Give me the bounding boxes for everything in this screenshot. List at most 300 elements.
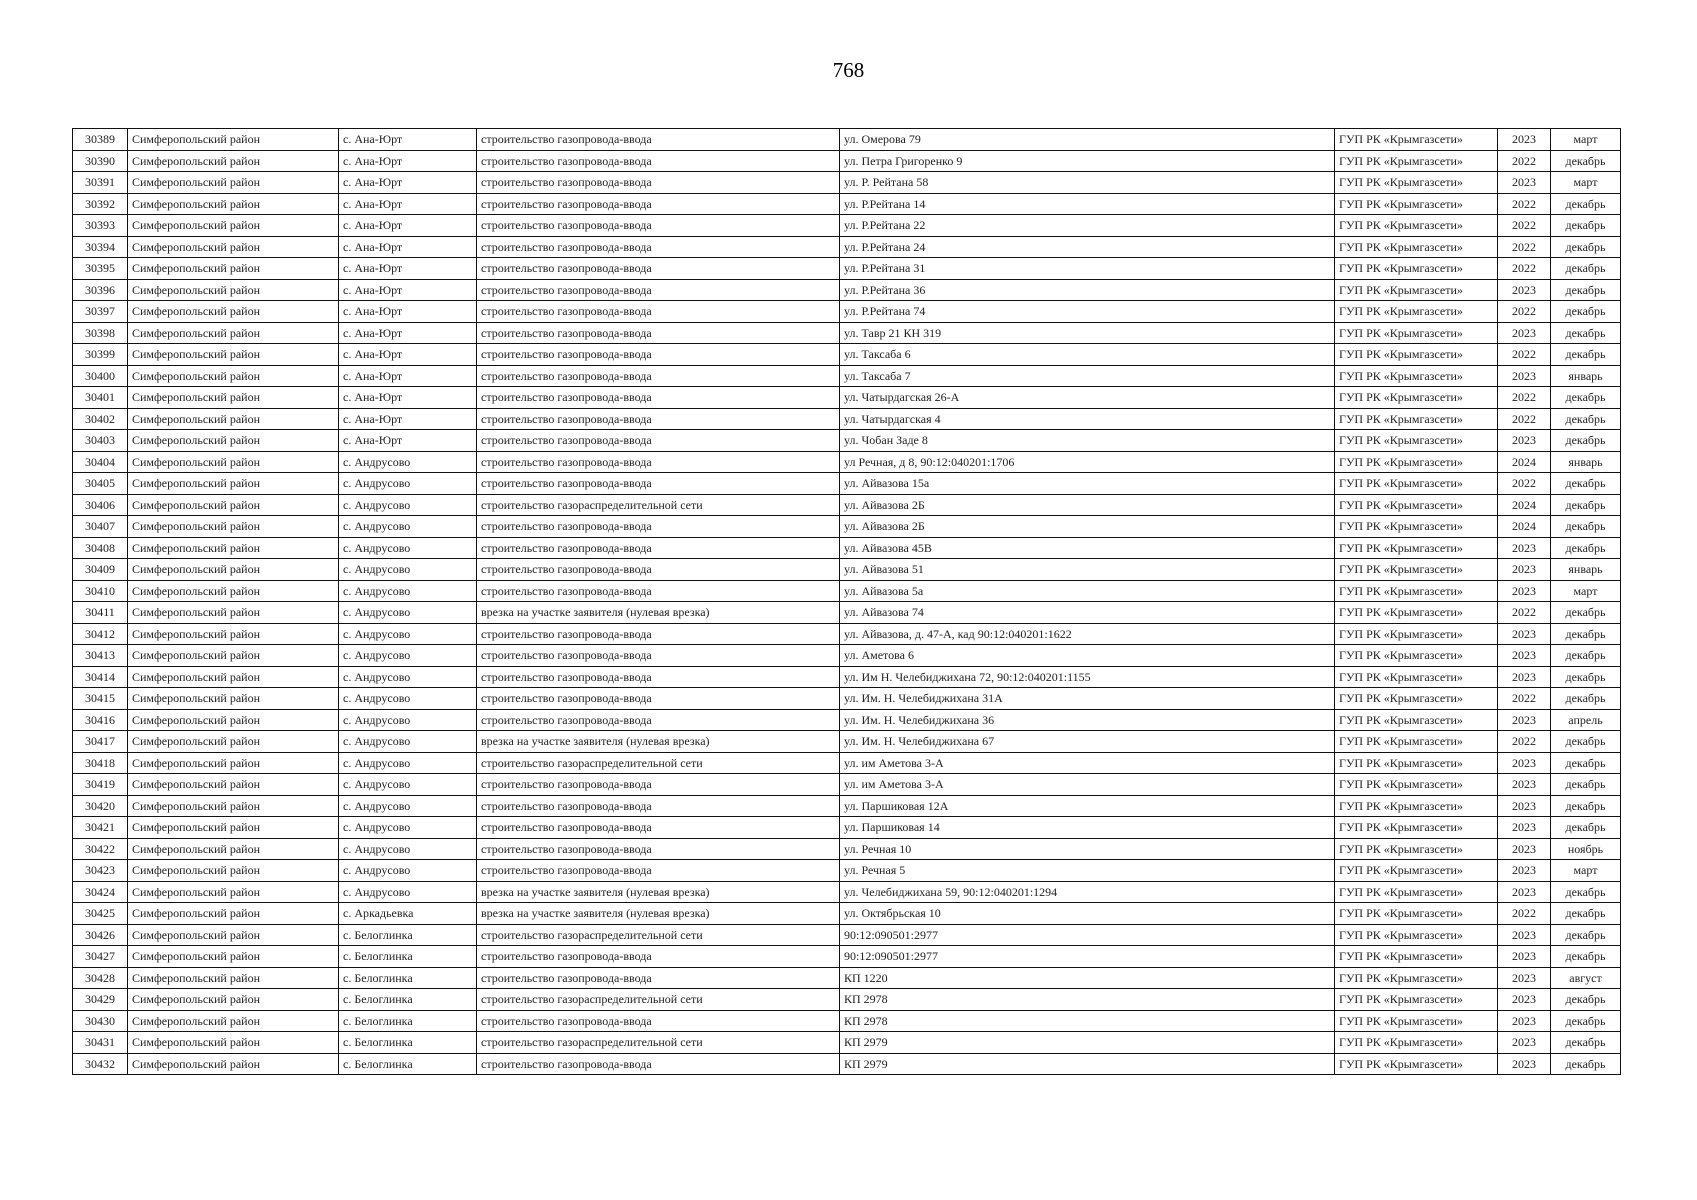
month-cell: декабрь	[1551, 408, 1621, 430]
district-cell: Симферопольский район	[128, 215, 339, 237]
locality-cell: с. Андрусово	[339, 774, 477, 796]
row-number-cell: 30411	[73, 602, 128, 624]
locality-cell: с. Андрусово	[339, 559, 477, 581]
locality-cell: с. Андрусово	[339, 752, 477, 774]
row-number-cell: 30407	[73, 516, 128, 538]
district-cell: Симферопольский район	[128, 903, 339, 925]
locality-cell: с. Ана-Юрт	[339, 129, 477, 151]
year-cell: 2022	[1498, 903, 1551, 925]
row-number-cell: 30412	[73, 623, 128, 645]
month-cell: декабрь	[1551, 387, 1621, 409]
table-row	[73, 838, 1621, 860]
row-number-cell: 30397	[73, 301, 128, 323]
address-cell: ул. Р.Рейтана 22	[840, 215, 1335, 237]
district-cell: Симферопольский район	[128, 989, 339, 1011]
address-cell: ул. Р.Рейтана 24	[840, 236, 1335, 258]
district-cell: Симферопольский район	[128, 817, 339, 839]
locality-cell: с. Ана-Юрт	[339, 236, 477, 258]
organization-cell: ГУП РК «Крымгазсети»	[1335, 752, 1498, 774]
month-cell: декабрь	[1551, 430, 1621, 452]
locality-cell: с. Андрусово	[339, 645, 477, 667]
month-cell: декабрь	[1551, 623, 1621, 645]
work-type-cell: строительство газопровода-ввода	[477, 322, 840, 344]
table-row	[73, 817, 1621, 839]
address-cell: ул. Таксаба 7	[840, 365, 1335, 387]
row-number-cell: 30420	[73, 795, 128, 817]
district-cell: Симферопольский район	[128, 559, 339, 581]
month-cell: декабрь	[1551, 731, 1621, 753]
organization-cell: ГУП РК «Крымгазсети»	[1335, 838, 1498, 860]
row-number-cell: 30408	[73, 537, 128, 559]
address-cell: ул. Тавр 21 КН 319	[840, 322, 1335, 344]
month-cell: декабрь	[1551, 666, 1621, 688]
organization-cell: ГУП РК «Крымгазсети»	[1335, 193, 1498, 215]
locality-cell: с. Андрусово	[339, 473, 477, 495]
locality-cell: с. Белоглинка	[339, 989, 477, 1011]
month-cell: декабрь	[1551, 924, 1621, 946]
work-type-cell: строительство газопровода-ввода	[477, 623, 840, 645]
district-cell: Симферопольский район	[128, 387, 339, 409]
year-cell: 2023	[1498, 172, 1551, 194]
month-cell: декабрь	[1551, 494, 1621, 516]
address-cell: ул. Им. Н. Челебиджихана 31А	[840, 688, 1335, 710]
locality-cell: с. Ана-Юрт	[339, 387, 477, 409]
year-cell: 2022	[1498, 688, 1551, 710]
locality-cell: с. Андрусово	[339, 860, 477, 882]
locality-cell: с. Белоглинка	[339, 946, 477, 968]
table-row	[73, 881, 1621, 903]
table-row	[73, 408, 1621, 430]
address-cell: ул. Паршиковая 12А	[840, 795, 1335, 817]
work-type-cell: строительство газопровода-ввода	[477, 559, 840, 581]
year-cell: 2023	[1498, 946, 1551, 968]
district-cell: Симферопольский район	[128, 279, 339, 301]
locality-cell: с. Андрусово	[339, 623, 477, 645]
year-cell: 2022	[1498, 344, 1551, 366]
work-type-cell: строительство газопровода-ввода	[477, 645, 840, 667]
organization-cell: ГУП РК «Крымгазсети»	[1335, 258, 1498, 280]
table-row	[73, 1010, 1621, 1032]
district-cell: Симферопольский район	[128, 494, 339, 516]
organization-cell: ГУП РК «Крымгазсети»	[1335, 623, 1498, 645]
district-cell: Симферопольский район	[128, 752, 339, 774]
year-cell: 2024	[1498, 494, 1551, 516]
row-number-cell: 30406	[73, 494, 128, 516]
organization-cell: ГУП РК «Крымгазсети»	[1335, 236, 1498, 258]
year-cell: 2022	[1498, 731, 1551, 753]
organization-cell: ГУП РК «Крымгазсети»	[1335, 408, 1498, 430]
organization-cell: ГУП РК «Крымгазсети»	[1335, 881, 1498, 903]
year-cell: 2023	[1498, 924, 1551, 946]
month-cell: декабрь	[1551, 645, 1621, 667]
table-row	[73, 688, 1621, 710]
work-type-cell: врезка на участке заявителя (нулевая врезка)	[477, 602, 840, 624]
table-row	[73, 516, 1621, 538]
row-number-cell: 30393	[73, 215, 128, 237]
locality-cell: с. Белоглинка	[339, 1032, 477, 1054]
district-cell: Симферопольский район	[128, 645, 339, 667]
locality-cell: с. Андрусово	[339, 451, 477, 473]
organization-cell: ГУП РК «Крымгазсети»	[1335, 580, 1498, 602]
district-cell: Симферопольский район	[128, 236, 339, 258]
district-cell: Симферопольский район	[128, 860, 339, 882]
address-cell: 90:12:090501:2977	[840, 946, 1335, 968]
work-type-cell: строительство газораспределительной сети	[477, 924, 840, 946]
work-type-cell: врезка на участке заявителя (нулевая врезка)	[477, 731, 840, 753]
locality-cell: с. Ана-Юрт	[339, 172, 477, 194]
month-cell: апрель	[1551, 709, 1621, 731]
work-type-cell: строительство газопровода-ввода	[477, 387, 840, 409]
locality-cell: с. Ана-Юрт	[339, 301, 477, 323]
locality-cell: с. Ана-Юрт	[339, 193, 477, 215]
locality-cell: с. Белоглинка	[339, 1053, 477, 1075]
locality-cell: с. Ана-Юрт	[339, 150, 477, 172]
locality-cell: с. Андрусово	[339, 494, 477, 516]
table-row	[73, 967, 1621, 989]
address-cell: КП 2979	[840, 1032, 1335, 1054]
table-row	[73, 129, 1621, 151]
organization-cell: ГУП РК «Крымгазсети»	[1335, 795, 1498, 817]
locality-cell: с. Андрусово	[339, 817, 477, 839]
work-type-cell: строительство газораспределительной сети	[477, 494, 840, 516]
registry-table	[72, 128, 1621, 1075]
address-cell: ул. Р.Рейтана 36	[840, 279, 1335, 301]
table-row	[73, 666, 1621, 688]
row-number-cell: 30418	[73, 752, 128, 774]
table-row	[73, 344, 1621, 366]
row-number-cell: 30389	[73, 129, 128, 151]
table-row	[73, 924, 1621, 946]
work-type-cell: строительство газопровода-ввода	[477, 279, 840, 301]
table-row	[73, 430, 1621, 452]
year-cell: 2023	[1498, 967, 1551, 989]
locality-cell: с. Ана-Юрт	[339, 430, 477, 452]
row-number-cell: 30419	[73, 774, 128, 796]
table-row	[73, 236, 1621, 258]
year-cell: 2023	[1498, 795, 1551, 817]
district-cell: Симферопольский район	[128, 666, 339, 688]
month-cell: декабрь	[1551, 1053, 1621, 1075]
row-number-cell: 30422	[73, 838, 128, 860]
work-type-cell: строительство газопровода-ввода	[477, 451, 840, 473]
district-cell: Симферопольский район	[128, 838, 339, 860]
organization-cell: ГУП РК «Крымгазсети»	[1335, 967, 1498, 989]
table-row	[73, 537, 1621, 559]
work-type-cell: строительство газопровода-ввода	[477, 215, 840, 237]
locality-cell: с. Андрусово	[339, 602, 477, 624]
row-number-cell: 30415	[73, 688, 128, 710]
work-type-cell: строительство газопровода-ввода	[477, 516, 840, 538]
row-number-cell: 30391	[73, 172, 128, 194]
district-cell: Симферопольский район	[128, 688, 339, 710]
month-cell: март	[1551, 580, 1621, 602]
organization-cell: ГУП РК «Крымгазсети»	[1335, 301, 1498, 323]
year-cell: 2023	[1498, 881, 1551, 903]
table-row	[73, 279, 1621, 301]
row-number-cell: 30398	[73, 322, 128, 344]
locality-cell: с. Андрусово	[339, 709, 477, 731]
work-type-cell: строительство газопровода-ввода	[477, 258, 840, 280]
address-cell: ул. Айвазова 45В	[840, 537, 1335, 559]
address-cell: ул. Айвазова 74	[840, 602, 1335, 624]
table-row	[73, 559, 1621, 581]
row-number-cell: 30409	[73, 559, 128, 581]
address-cell: КП 2979	[840, 1053, 1335, 1075]
locality-cell: с. Аркадьевка	[339, 903, 477, 925]
row-number-cell: 30426	[73, 924, 128, 946]
year-cell: 2023	[1498, 860, 1551, 882]
address-cell: ул. Аметова 6	[840, 645, 1335, 667]
organization-cell: ГУП РК «Крымгазсети»	[1335, 430, 1498, 452]
work-type-cell: строительство газопровода-ввода	[477, 688, 840, 710]
locality-cell: с. Ана-Юрт	[339, 322, 477, 344]
district-cell: Симферопольский район	[128, 451, 339, 473]
month-cell: декабрь	[1551, 602, 1621, 624]
year-cell: 2023	[1498, 645, 1551, 667]
work-type-cell: строительство газопровода-ввода	[477, 946, 840, 968]
work-type-cell: строительство газопровода-ввода	[477, 193, 840, 215]
organization-cell: ГУП РК «Крымгазсети»	[1335, 494, 1498, 516]
row-number-cell: 30399	[73, 344, 128, 366]
work-type-cell: строительство газопровода-ввода	[477, 709, 840, 731]
year-cell: 2022	[1498, 193, 1551, 215]
row-number-cell: 30431	[73, 1032, 128, 1054]
table-row	[73, 602, 1621, 624]
row-number-cell: 30427	[73, 946, 128, 968]
locality-cell: с. Ана-Юрт	[339, 279, 477, 301]
district-cell: Симферопольский район	[128, 731, 339, 753]
table-row	[73, 731, 1621, 753]
work-type-cell: строительство газопровода-ввода	[477, 774, 840, 796]
work-type-cell: строительство газопровода-ввода	[477, 795, 840, 817]
organization-cell: ГУП РК «Крымгазсети»	[1335, 365, 1498, 387]
organization-cell: ГУП РК «Крымгазсети»	[1335, 774, 1498, 796]
table-row	[73, 322, 1621, 344]
organization-cell: ГУП РК «Крымгазсети»	[1335, 903, 1498, 925]
address-cell: ул. Омерова 79	[840, 129, 1335, 151]
year-cell: 2023	[1498, 559, 1551, 581]
row-number-cell: 30417	[73, 731, 128, 753]
row-number-cell: 30401	[73, 387, 128, 409]
district-cell: Симферопольский район	[128, 1053, 339, 1075]
organization-cell: ГУП РК «Крымгазсети»	[1335, 645, 1498, 667]
year-cell: 2023	[1498, 623, 1551, 645]
address-cell: ул. Им. Н. Челебиджихана 67	[840, 731, 1335, 753]
organization-cell: ГУП РК «Крымгазсети»	[1335, 946, 1498, 968]
row-number-cell: 30416	[73, 709, 128, 731]
address-cell: ул. Паршиковая 14	[840, 817, 1335, 839]
table-row	[73, 774, 1621, 796]
year-cell: 2023	[1498, 838, 1551, 860]
locality-cell: с. Андрусово	[339, 795, 477, 817]
month-cell: декабрь	[1551, 774, 1621, 796]
address-cell: ул. Р.Рейтана 74	[840, 301, 1335, 323]
work-type-cell: строительство газораспределительной сети	[477, 752, 840, 774]
row-number-cell: 30404	[73, 451, 128, 473]
month-cell: август	[1551, 967, 1621, 989]
table-row	[73, 365, 1621, 387]
district-cell: Симферопольский район	[128, 193, 339, 215]
table-row	[73, 903, 1621, 925]
district-cell: Симферопольский район	[128, 1010, 339, 1032]
work-type-cell: строительство газораспределительной сети	[477, 989, 840, 1011]
address-cell: ул. Айвазова 15а	[840, 473, 1335, 495]
address-cell: ул. Айвазова 2Б	[840, 494, 1335, 516]
row-number-cell: 30402	[73, 408, 128, 430]
locality-cell: с. Андрусово	[339, 731, 477, 753]
address-cell: ул. Чатырдагская 4	[840, 408, 1335, 430]
year-cell: 2022	[1498, 602, 1551, 624]
year-cell: 2022	[1498, 387, 1551, 409]
work-type-cell: строительство газопровода-ввода	[477, 408, 840, 430]
organization-cell: ГУП РК «Крымгазсети»	[1335, 860, 1498, 882]
table-row	[73, 494, 1621, 516]
address-cell: ул. Чатырдагская 26-А	[840, 387, 1335, 409]
work-type-cell: строительство газопровода-ввода	[477, 365, 840, 387]
organization-cell: ГУП РК «Крымгазсети»	[1335, 129, 1498, 151]
year-cell: 2022	[1498, 150, 1551, 172]
row-number-cell: 30432	[73, 1053, 128, 1075]
locality-cell: с. Белоглинка	[339, 967, 477, 989]
address-cell: ул. Айвазова 51	[840, 559, 1335, 581]
month-cell: декабрь	[1551, 752, 1621, 774]
month-cell: декабрь	[1551, 301, 1621, 323]
district-cell: Симферопольский район	[128, 623, 339, 645]
year-cell: 2023	[1498, 817, 1551, 839]
district-cell: Симферопольский район	[128, 516, 339, 538]
locality-cell: с. Белоглинка	[339, 924, 477, 946]
row-number-cell: 30430	[73, 1010, 128, 1032]
address-cell: ул. им Аметова 3-А	[840, 774, 1335, 796]
organization-cell: ГУП РК «Крымгазсети»	[1335, 989, 1498, 1011]
district-cell: Симферопольский район	[128, 408, 339, 430]
row-number-cell: 30410	[73, 580, 128, 602]
month-cell: ноябрь	[1551, 838, 1621, 860]
year-cell: 2023	[1498, 752, 1551, 774]
district-cell: Симферопольский район	[128, 365, 339, 387]
month-cell: декабрь	[1551, 688, 1621, 710]
organization-cell: ГУП РК «Крымгазсети»	[1335, 559, 1498, 581]
row-number-cell: 30413	[73, 645, 128, 667]
table-row	[73, 258, 1621, 280]
work-type-cell: строительство газопровода-ввода	[477, 838, 840, 860]
month-cell: декабрь	[1551, 946, 1621, 968]
organization-cell: ГУП РК «Крымгазсети»	[1335, 666, 1498, 688]
row-number-cell: 30396	[73, 279, 128, 301]
address-cell: КП 2978	[840, 1010, 1335, 1032]
table-row	[73, 1053, 1621, 1075]
table-row	[73, 150, 1621, 172]
table-row	[73, 1032, 1621, 1054]
table-row	[73, 795, 1621, 817]
district-cell: Симферопольский район	[128, 795, 339, 817]
year-cell: 2023	[1498, 709, 1551, 731]
organization-cell: ГУП РК «Крымгазсети»	[1335, 473, 1498, 495]
year-cell: 2022	[1498, 473, 1551, 495]
table-row	[73, 860, 1621, 882]
work-type-cell: строительство газопровода-ввода	[477, 860, 840, 882]
year-cell: 2022	[1498, 408, 1551, 430]
year-cell: 2022	[1498, 301, 1551, 323]
organization-cell: ГУП РК «Крымгазсети»	[1335, 451, 1498, 473]
locality-cell: с. Белоглинка	[339, 1010, 477, 1032]
year-cell: 2023	[1498, 537, 1551, 559]
table-row	[73, 623, 1621, 645]
row-number-cell: 30392	[73, 193, 128, 215]
work-type-cell: строительство газопровода-ввода	[477, 430, 840, 452]
month-cell: декабрь	[1551, 322, 1621, 344]
work-type-cell: строительство газопровода-ввода	[477, 473, 840, 495]
organization-cell: ГУП РК «Крымгазсети»	[1335, 516, 1498, 538]
work-type-cell: строительство газопровода-ввода	[477, 967, 840, 989]
year-cell: 2023	[1498, 322, 1551, 344]
work-type-cell: строительство газопровода-ввода	[477, 666, 840, 688]
page-number: 768	[832, 58, 865, 82]
table-row	[73, 387, 1621, 409]
address-cell: ул. Петра Григоренко 9	[840, 150, 1335, 172]
work-type-cell: строительство газопровода-ввода	[477, 1053, 840, 1075]
month-cell: декабрь	[1551, 193, 1621, 215]
year-cell: 2022	[1498, 258, 1551, 280]
year-cell: 2023	[1498, 666, 1551, 688]
locality-cell: с. Ана-Юрт	[339, 215, 477, 237]
district-cell: Симферопольский район	[128, 430, 339, 452]
work-type-cell: строительство газопровода-ввода	[477, 236, 840, 258]
district-cell: Симферопольский район	[128, 344, 339, 366]
district-cell: Симферопольский район	[128, 473, 339, 495]
row-number-cell: 30395	[73, 258, 128, 280]
year-cell: 2023	[1498, 365, 1551, 387]
month-cell: декабрь	[1551, 903, 1621, 925]
address-cell: ул. Речная 5	[840, 860, 1335, 882]
address-cell: ул. Им. Н. Челебиджихана 36	[840, 709, 1335, 731]
row-number-cell: 30421	[73, 817, 128, 839]
district-cell: Симферопольский район	[128, 774, 339, 796]
district-cell: Симферопольский район	[128, 602, 339, 624]
year-cell: 2024	[1498, 516, 1551, 538]
table-row	[73, 172, 1621, 194]
row-number-cell: 30424	[73, 881, 128, 903]
address-cell: ул. им Аметова 3-А	[840, 752, 1335, 774]
organization-cell: ГУП РК «Крымгазсети»	[1335, 731, 1498, 753]
table-row	[73, 580, 1621, 602]
organization-cell: ГУП РК «Крымгазсети»	[1335, 688, 1498, 710]
address-cell: ул. Айвазова 2Б	[840, 516, 1335, 538]
month-cell: декабрь	[1551, 215, 1621, 237]
month-cell: январь	[1551, 451, 1621, 473]
organization-cell: ГУП РК «Крымгазсети»	[1335, 924, 1498, 946]
organization-cell: ГУП РК «Крымгазсети»	[1335, 1010, 1498, 1032]
address-cell: ул. Таксаба 6	[840, 344, 1335, 366]
month-cell: январь	[1551, 559, 1621, 581]
locality-cell: с. Андрусово	[339, 688, 477, 710]
month-cell: март	[1551, 129, 1621, 151]
organization-cell: ГУП РК «Крымгазсети»	[1335, 1053, 1498, 1075]
address-cell: ул. Р.Рейтана 14	[840, 193, 1335, 215]
month-cell: декабрь	[1551, 473, 1621, 495]
work-type-cell: строительство газопровода-ввода	[477, 817, 840, 839]
locality-cell: с. Ана-Юрт	[339, 408, 477, 430]
locality-cell: с. Ана-Юрт	[339, 365, 477, 387]
registry-table-body	[73, 129, 1621, 1075]
year-cell: 2023	[1498, 129, 1551, 151]
address-cell: ул. Речная 10	[840, 838, 1335, 860]
year-cell: 2023	[1498, 580, 1551, 602]
address-cell: ул. Айвазова 5а	[840, 580, 1335, 602]
work-type-cell: строительство газопровода-ввода	[477, 580, 840, 602]
locality-cell: с. Андрусово	[339, 537, 477, 559]
month-cell: декабрь	[1551, 344, 1621, 366]
